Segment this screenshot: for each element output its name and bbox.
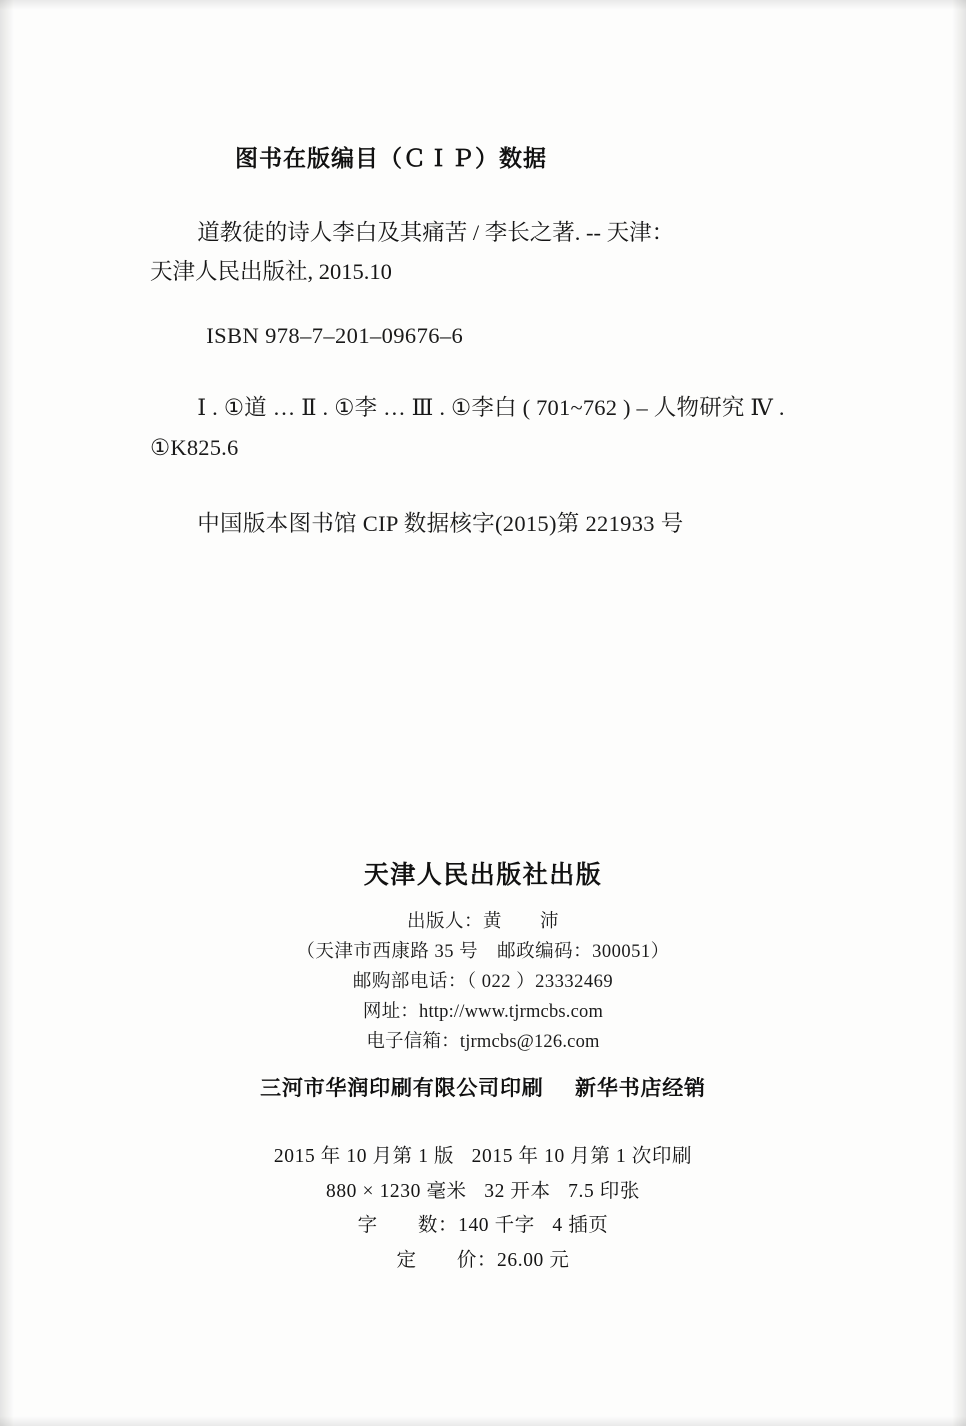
cip-isbn: ISBN 978–7–201–09676–6: [206, 322, 464, 348]
cip-core-record-number: 中国版本图书馆 CIP 数据核字(2015)第 221933 号: [197, 510, 684, 536]
print-format: 32 开本: [484, 1180, 551, 1202]
cip-title-line: 道教徒的诗人李白及其痛苦 / 李长之著. -- 天津：: [197, 220, 675, 245]
imprint-email[interactable]: 电子信箱：tjrmcbs@126.com: [366, 1031, 600, 1052]
print-inserts: 4 插页: [552, 1215, 609, 1237]
imprint-printer: 三河市华润印刷有限公司印刷: [260, 1076, 544, 1100]
print-impression: 2015 年 10 月第 1 次印刷: [471, 1146, 693, 1167]
page-edge-shadow-top: [0, 0, 966, 10]
imprint-address: （天津市西康路 35 号 邮政编码：300051）: [296, 941, 670, 962]
imprint-publisher-person: 出版人：黄 沛: [406, 912, 559, 932]
print-price: 定 价：26.00 元: [396, 1250, 570, 1272]
imprint-printer-distributor: [0, 1072, 966, 1102]
print-wordcount-line: [0, 1209, 966, 1244]
print-word-count: 字 数：140 千字: [357, 1215, 535, 1237]
cip-title-statement: [150, 213, 850, 252]
print-edition: 2015 年 10 月第 1 版: [273, 1146, 455, 1167]
page-edge-shadow-bottom: [0, 1416, 966, 1426]
print-paper-size: 880 × 1230 毫米: [325, 1180, 467, 1202]
cip-classification: Ⅰ . ①道 … Ⅱ . ①李 … Ⅲ . ①李白 ( 701~762 ) – 人物研究 Ⅳ . ①K825.6: [150, 394, 785, 461]
imprint-publisher: 天津人民出版社出版: [363, 861, 603, 889]
imprint-website[interactable]: 网址：http://www.tjrmcbs.com: [362, 1001, 604, 1022]
imprint-mail-order-phone: 邮购部电话：（ 022 ）23332469: [352, 971, 614, 992]
print-sheets: 7.5 印张: [568, 1180, 640, 1202]
print-format-line: [0, 1175, 966, 1210]
print-price-line: [0, 1244, 966, 1279]
imprint-distributor: 新华书店经销: [575, 1076, 706, 1100]
print-edition-line: [0, 1140, 966, 1175]
imprint-block: [0, 855, 966, 1102]
cip-heading: 图书在版编目（ＣＩＰ）数据: [235, 145, 547, 171]
print-details-block: [0, 1140, 966, 1279]
cip-publisher-line: 天津人民出版社, 2015.10: [150, 259, 392, 285]
cip-data-block: [150, 140, 850, 543]
